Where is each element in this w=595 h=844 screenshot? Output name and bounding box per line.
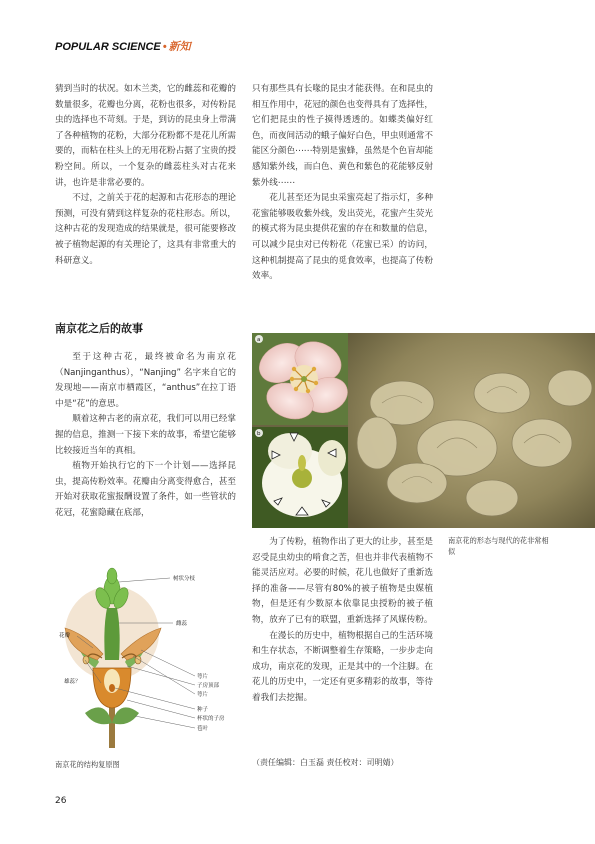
section-title: 南京花之后的故事 <box>55 322 143 335</box>
paragraph: 植物开始执行它的下一个计划——选择昆虫，提高传粉效率。花瓣由分离变得愈合，甚至开始对获取花蜜报酬设置了条件，如一些管状的花冠，花蜜隐藏在底部， <box>55 461 236 518</box>
nanjing-flower-reconstruction <box>55 548 245 748</box>
label-seed: 种子 <box>197 707 209 713</box>
label-petal: 花瓣 <box>59 633 71 639</box>
paragraph: 在漫长的历史中，植物根据自己的生活环境和生存状态，不断调整着生存策略，一步步走向成功，南京花的发现，正是其中的一个注脚。在花儿的历史中，一定还有更多精彩的故事，等待着我们去挖掘。 <box>252 630 433 703</box>
paragraph: 顺着这种古老的南京花，我们可以用已经掌握的信息，推测一下接下来的故事，希望它能够比较接近当年的真相。 <box>55 414 236 456</box>
paragraph: 花儿甚至还为昆虫采蜜亮起了指示灯，多种花蜜能够吸收紫外线，发出荧光，花蜜产生荧光的模式将为昆虫提供花蜜的存在和数量的信息，可以减少昆虫对已传粉花（花蜜已采）的访问，这种机制提高了昆虫的觅食效率，也提高了传粉效率。 <box>252 193 433 282</box>
label-pistil: 雌蕊 <box>176 621 188 627</box>
diagram-caption: 南京花的结构复原图 <box>55 760 120 769</box>
left-column-text <box>55 82 236 269</box>
photo-label-b: b <box>257 431 261 437</box>
paragraph: 不过，之前关于花的起源和古花形态的理论预测，可没有猜到这样复杂的花柱形态。所以，这种古花的发现造成的结果就是，很可能要修改被子植物起源的有关理论了，这具有非常重大的科研意义。 <box>55 193 236 266</box>
section-text <box>55 350 236 522</box>
lower-text <box>252 535 433 707</box>
label-cup-ovary: 杯状的子房 <box>197 716 225 722</box>
structure-diagram <box>55 548 245 748</box>
editor-credit: （责任编辑：白玉磊 责任校对：司明婧） <box>252 758 399 767</box>
paragraph: 至于这种古花，最终被命名为南京花（Nanjinganthus），“Nanjing” 名字来自它的发现地——南京市栖霞区，“anthus”在拉丁语中是“花”的意思。 <box>55 352 236 409</box>
magazine-brand: POPULAR SCIENCE <box>55 41 161 53</box>
label-stigma-branches: 树状分枝 <box>173 576 196 582</box>
photo-caption: 南京花的形态与现代的花非常相似 <box>448 536 549 556</box>
flower-and-fossil-photos <box>252 333 595 528</box>
header-separator: • <box>162 41 167 53</box>
label-sepal: 萼片 <box>197 692 209 698</box>
section-name: 新知 <box>168 41 191 53</box>
label-sepal-top: 萼片 <box>197 674 209 680</box>
label-ovary-top: 子房顶部 <box>197 683 220 689</box>
photo-label-a: a <box>257 337 261 343</box>
running-header <box>55 38 191 54</box>
paragraph: 为了传粉，植物作出了更大的让步，甚至是忍受昆虫幼虫的啃食之苦，但也并非代表植物不能灵活应对。必要的时候，花儿也做好了重新选择的准备——尽管有80%的被子植物是虫媒植物，但是还有少数原本依靠昆虫授粉的被子植物，放弃了已有的联盟，重新选择了风媒传粉。 <box>252 537 433 625</box>
label-bract: 苞叶 <box>197 726 209 732</box>
page-number: 26 <box>55 796 67 806</box>
photo-panel <box>252 333 595 528</box>
label-stamen: 雄蕊？ <box>64 679 81 685</box>
right-column-text <box>252 82 433 285</box>
paragraph: 猜到当时的状况。如木兰类，它的雌蕊和花瓣的数量很多，花瓣也分离，花粉也很多，对传粉昆虫的选择也不苛刻。于是，到访的昆虫身上带满了各种植物的花粉，大部分花粉都不是花儿所需要的，而粘在柱头上的无用花粉占据了宝贵的授粉空间。所以，一个复杂的雌蕊柱头对古花来讲，也许是非常必要的。 <box>55 84 236 188</box>
paragraph: 只有那些具有长喙的昆虫才能获得。在和昆虫的相互作用中，花冠的颜色也变得具有了选择性，它们把昆虫的性子摸得透透的。如蝶类偏好红色，而夜间活动的蛾子偏好白色，甲虫则通常不能区分颜色⋯⋯特别是蜜蜂，虽然是个色盲却能感知紫外线，而白色、黄色和紫色的花能够反射紫外线⋯⋯ <box>252 84 433 188</box>
